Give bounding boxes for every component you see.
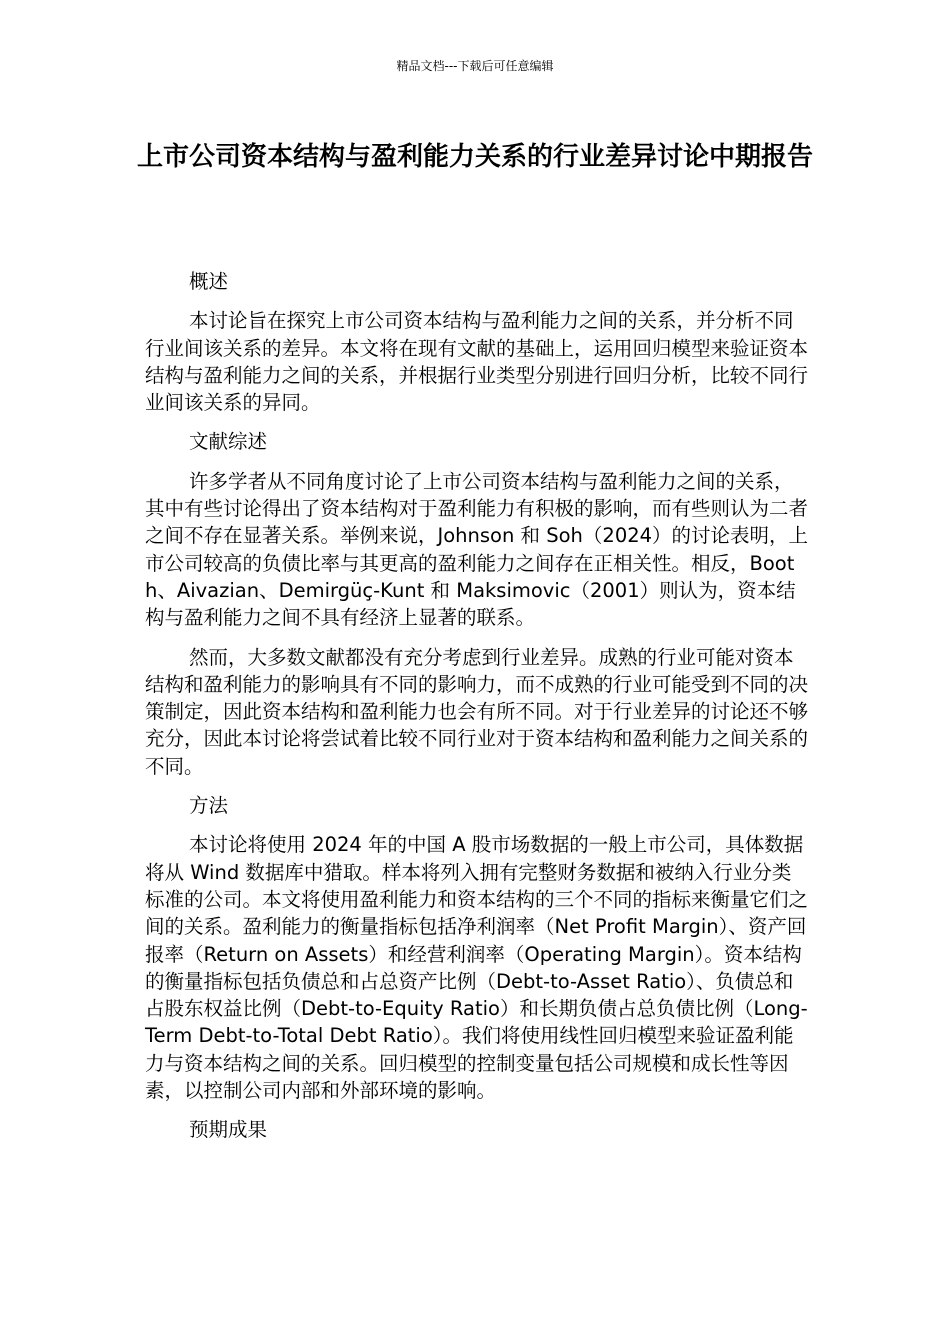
section-heading: 预期成果 — [189, 1118, 268, 1142]
paragraph: 本讨论旨在探究上市公司资本结构与盈利能力之间的关系，并分析不同行业间该关系的差异。本文将在现有文献的基础上，运用回归模型来验证资本结构与盈利能力之间的关系，并根据行业类型分别进行回归分析，比较不同行业间该关系的异同。 — [145, 309, 809, 415]
section-heading: 概述 — [189, 270, 229, 293]
section-expected-results — [145, 1116, 810, 1143]
section-method — [145, 792, 810, 1104]
paragraph: 然而，大多数文献都没有充分考虑到行业差异。成熟的行业可能对资本结构和盈利能力的影响具有不同的影响力，而不成熟的行业可能受到不同的决策制定，因此资本结构和盈利能力也会有所不同。对于行业差异的讨论还不够充分，因此本讨论将尝试着比较不同行业对于资本结构和盈利能力之间关系的不同。 — [145, 645, 809, 778]
header-note: 精品文档---下载后可任意编辑 — [396, 59, 554, 73]
document-title: 上市公司资本结构与盈利能力关系的行业差异讨论中期报告 — [136, 142, 813, 172]
section-heading: 方法 — [189, 794, 229, 818]
document-body — [145, 268, 810, 1156]
section-heading: 文献综述 — [189, 430, 268, 454]
paragraph: 许多学者从不同角度讨论了上市公司资本结构与盈利能力之间的关系，其中有些讨论得出了资本结构对于盈利能力有积极的影响，而有些则认为二者之间不存在显著关系。举例来说，Johnson 和 Soh（2024）的讨论表明，上市公司较高的负债比率与其更高的盈利能力之间存在正相关性。相反，Booth、Aivazian、Demirgüç-Kunt 和 Maksimovic（2001）则认为，资本结构与盈利能力之间不具有经济上显著的联系。 — [145, 469, 809, 630]
section-overview — [145, 268, 810, 416]
paragraph: 本讨论将使用 2024 年的中国 A 股市场数据的一般上市公司，具体数据将从 Wind 数据库中猎取。样本将列入拥有完整财务数据和被纳入行业分类标准的公司。本文将使用盈利能力和资本结构的三个不同的指标来衡量它们之间的关系。盈利能力的衡量指标包括净利润率（Net Profit Margin）、资产回报率（Return on Assets）和经营利润率（Operating Margin）。资本结构的衡量指标包括负债总和占总资产比例（Debt-to-Asset Ratio）、负债总和占股东权益比例（Debt-to-Equity Ratio）和长期负债占总负债比例（Long-Term Debt-to-Total Debt Ratio）。我们将使用线性回归模型来验证盈利能力与资本结构之间的关系。回归模型的控制变量包括公司规模和成长性等因素，以控制公司内部和外部环境的影响。 — [145, 833, 809, 1103]
section-literature-review — [145, 428, 810, 780]
